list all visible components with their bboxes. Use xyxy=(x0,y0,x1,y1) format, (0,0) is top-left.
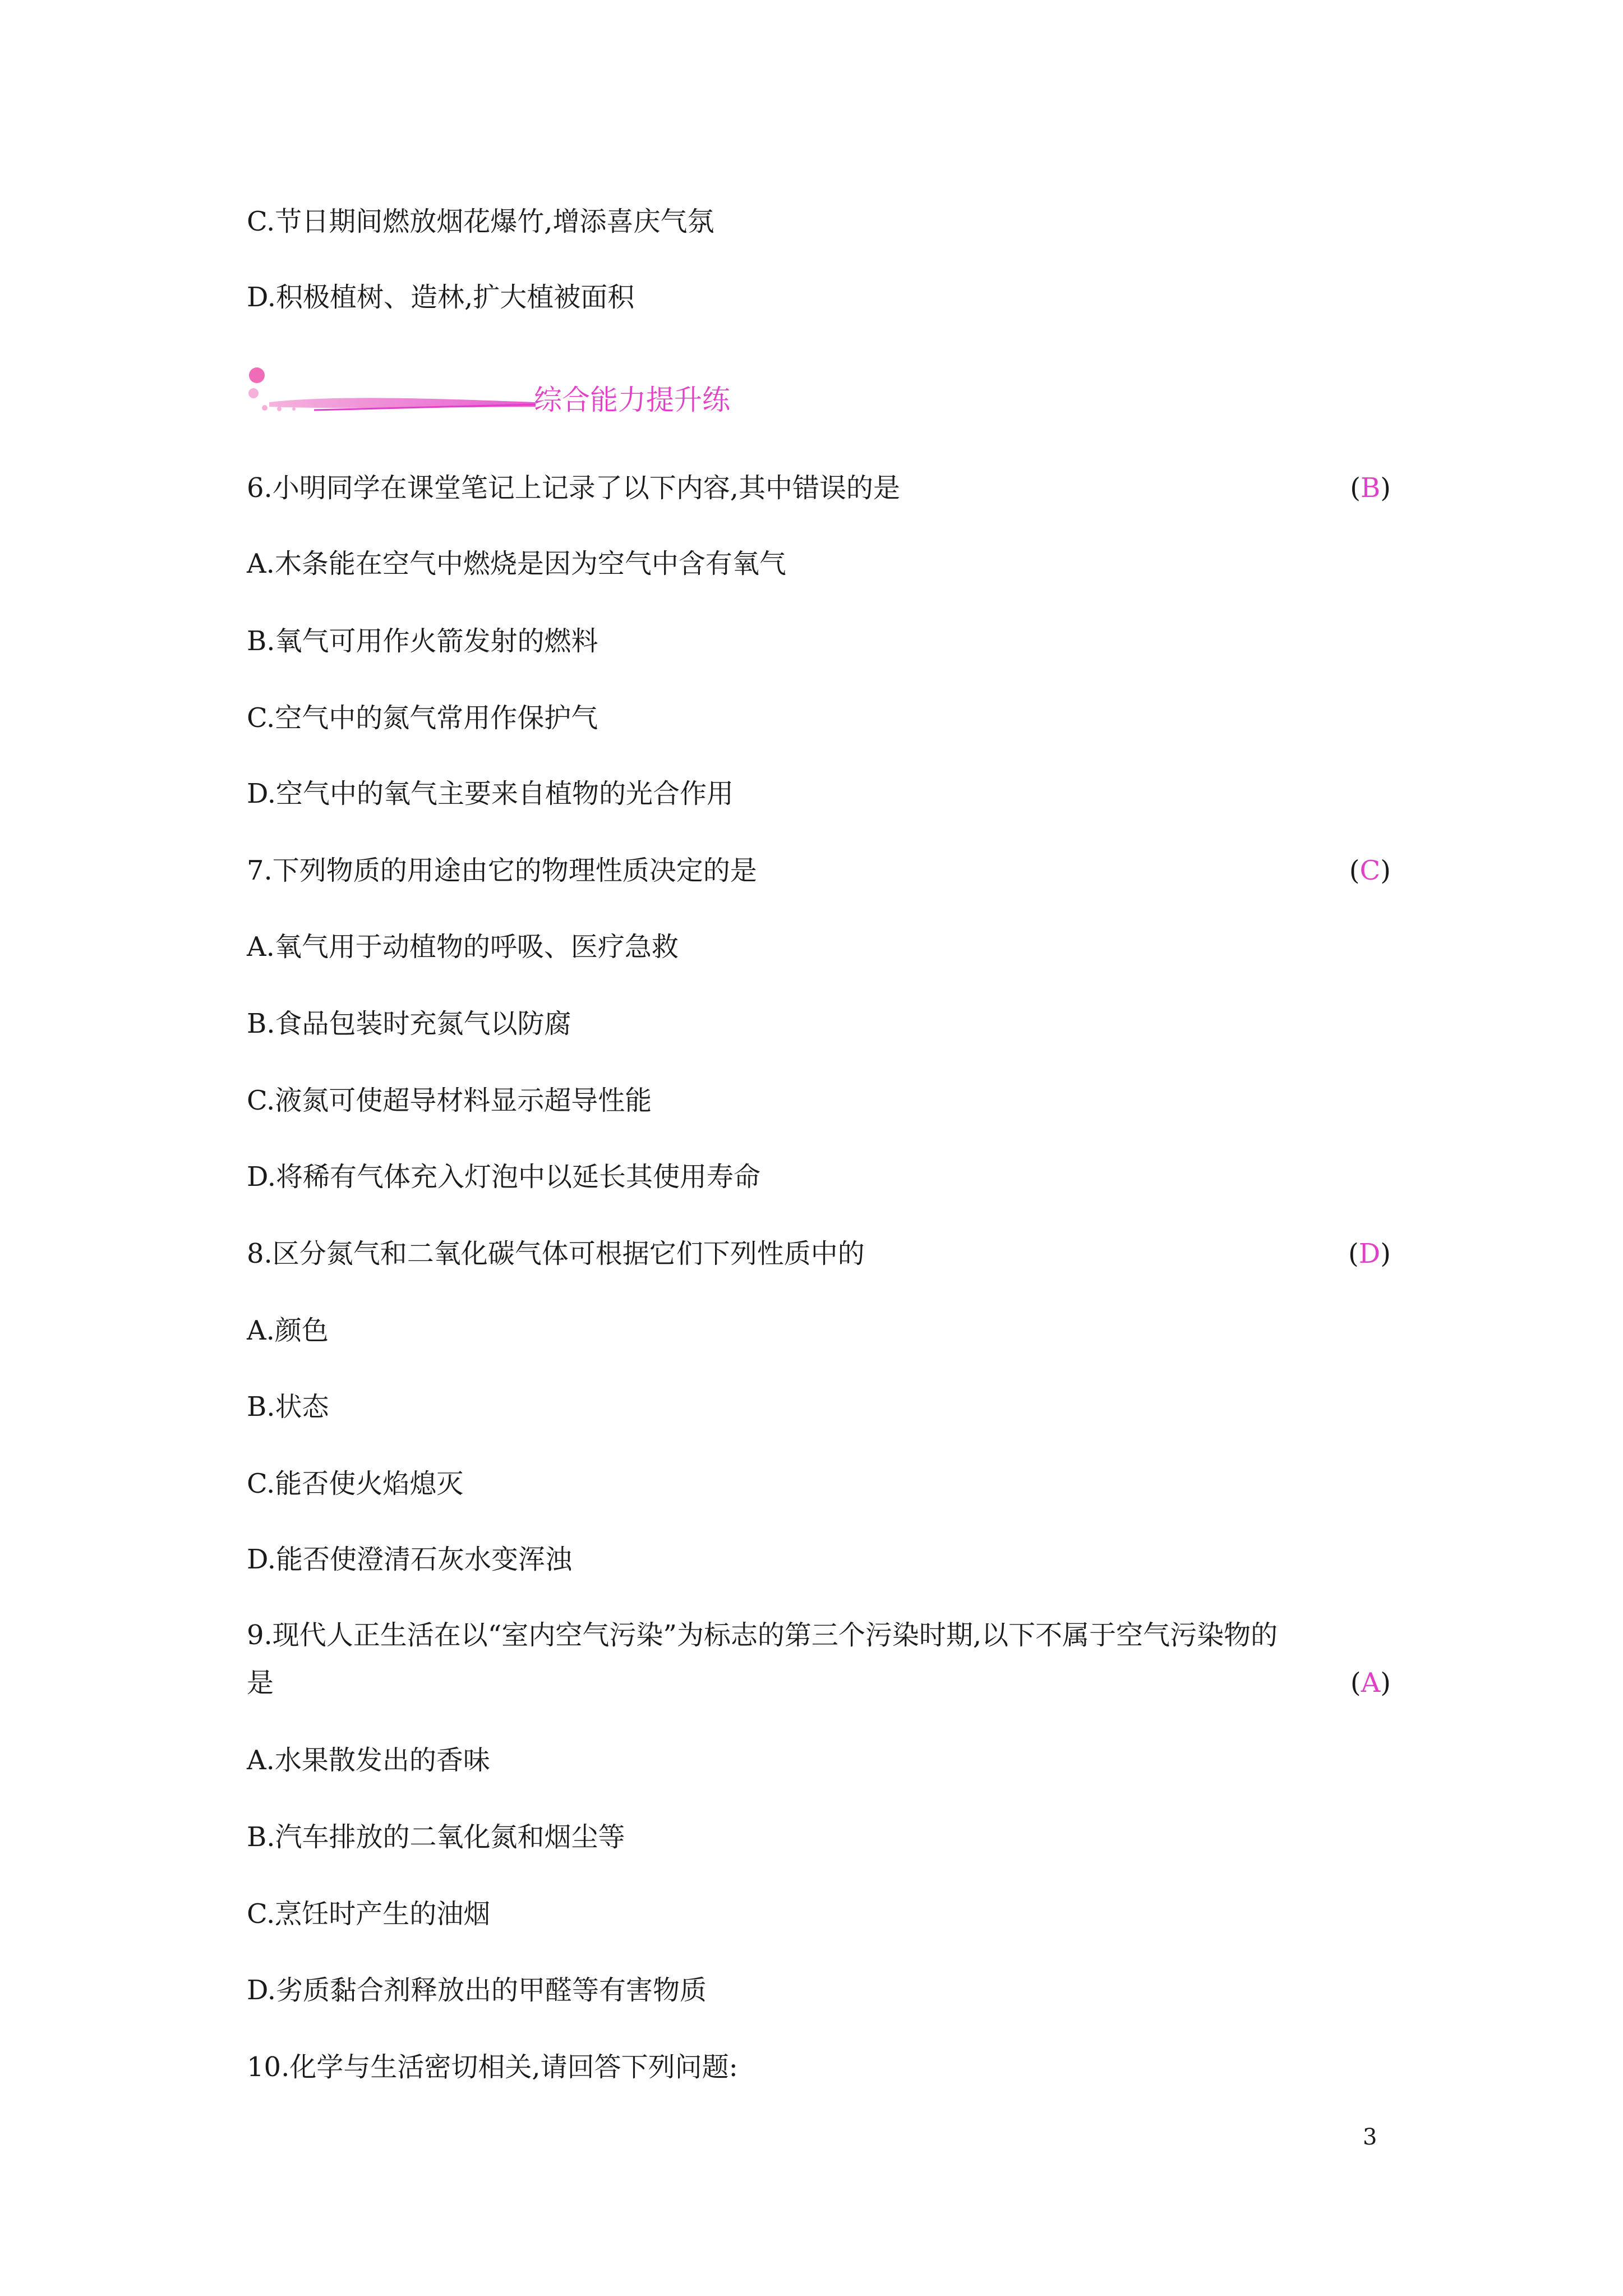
question-7-answer: (C) xyxy=(1349,855,1391,886)
question-6-option-b: B.氧气可用作火箭发射的燃料 xyxy=(247,625,598,657)
answer-letter: D xyxy=(1358,1238,1381,1269)
option-c-prev: C.节日期间燃放烟花爆竹,增添喜庆气氛 xyxy=(247,206,714,237)
answer-letter: B xyxy=(1360,472,1381,504)
answer-letter: C xyxy=(1359,855,1381,886)
question-9-option-a: A.水果散发出的香味 xyxy=(247,1745,490,1776)
section-title: 综合能力提升练 xyxy=(534,384,730,416)
answer-letter: A xyxy=(1361,1667,1381,1699)
question-8-answer: (D) xyxy=(1348,1238,1391,1269)
question-7-stem: 7.下列物质的用途由它的物理性质决定的是 xyxy=(247,855,757,886)
question-9-option-d: D.劣质黏合剂释放出的甲醛等有害物质 xyxy=(247,1975,707,2006)
question-6-option-c: C.空气中的氮气常用作保护气 xyxy=(247,702,598,734)
option-d-prev: D.积极植树、造林,扩大植被面积 xyxy=(247,282,635,313)
question-7-option-c: C.液氮可使超导材料显示超导性能 xyxy=(247,1085,652,1116)
question-9-stem: 9.现代人正生活在以“室内空气污染”为标志的第三个污染时期,以下不属于空气污染物的 xyxy=(247,1619,1278,1651)
question-10-stem: 10.化学与生活密切相关,请回答下列问题: xyxy=(247,2051,738,2083)
page-number: 3 xyxy=(1363,2124,1377,2150)
question-7-option-a: A.氧气用于动植物的呼吸、医疗急救 xyxy=(247,931,679,963)
section-header xyxy=(247,367,751,429)
question-8-option-c: C.能否使火焰熄灭 xyxy=(247,1468,464,1499)
question-6-option-d: D.空气中的氧气主要来自植物的光合作用 xyxy=(247,778,734,809)
question-8-option-d: D.能否使澄清石灰水变浑浊 xyxy=(247,1544,573,1575)
question-7-option-d: D.将稀有气体充入灯泡中以延长其使用寿命 xyxy=(247,1161,761,1193)
question-8-stem: 8.区分氮气和二氧化碳气体可根据它们下列性质中的 xyxy=(247,1238,865,1269)
question-9-stem-continued: 是 xyxy=(247,1667,274,1699)
question-8-option-a: A.颜色 xyxy=(247,1315,329,1346)
section-decoration-icon xyxy=(247,367,538,429)
question-6-stem: 6.小明同学在课堂笔记上记录了以下内容,其中错误的是 xyxy=(247,472,901,504)
question-9-option-c: C.烹饪时产生的油烟 xyxy=(247,1898,491,1930)
question-6-option-a: A.木条能在空气中燃烧是因为空气中含有氧气 xyxy=(247,548,786,579)
question-9-option-b: B.汽车排放的二氧化氮和烟尘等 xyxy=(247,1821,625,1853)
question-9-answer: (A) xyxy=(1350,1667,1391,1699)
question-7-option-b: B.食品包装时充氮气以防腐 xyxy=(247,1008,571,1039)
question-6-answer: (B) xyxy=(1350,472,1391,504)
question-8-option-b: B.状态 xyxy=(247,1391,329,1423)
